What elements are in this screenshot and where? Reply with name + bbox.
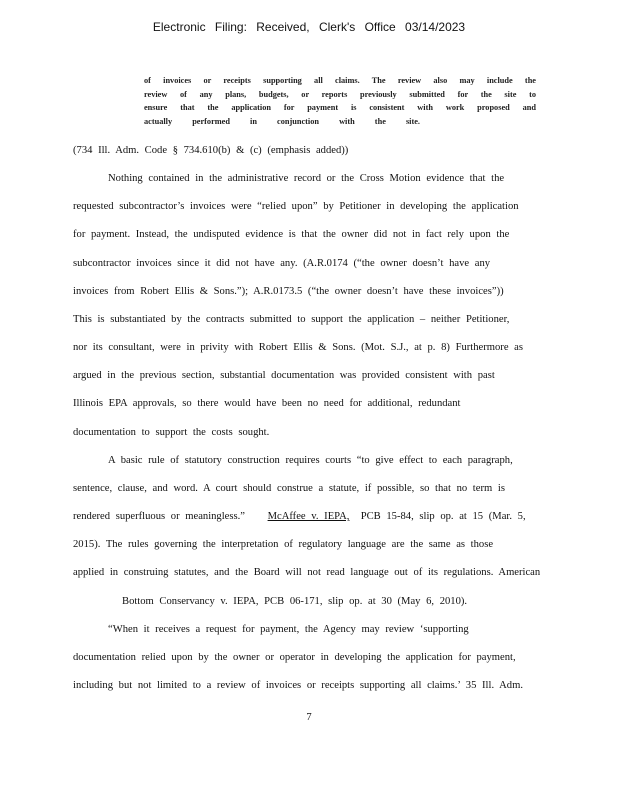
quote-end-text: rendered superfluous or meaningless.” xyxy=(73,511,245,522)
paragraph-line: documentation to support the costs sought. xyxy=(73,427,270,438)
filing-header: Electronic Filing: Received, Clerk's Office 03/14/2023 xyxy=(152,20,466,34)
paragraph-line: “When it receives a request for payment, the Agency may review ‘supporting xyxy=(108,624,469,635)
paragraph-line: subcontractor invoices since it did not have any. (A.R.0174 (“the owner doesn’t have any xyxy=(73,258,491,269)
paragraph-line: A basic rule of statutory construction requires courts “to give effect to each paragraph, xyxy=(108,455,513,466)
block-quote xyxy=(144,74,536,128)
block-quote-line: review of any plans, budgets, or reports previously submitted for the site to xyxy=(144,89,536,99)
paragraph-line: Nothing contained in the administrative record or the Cross Motion evidence that the xyxy=(108,173,505,184)
case-citation: McAffee v. IEPA, xyxy=(267,511,350,522)
paragraph-line: including but not limited to a review of invoices or receipts supporting all claims.’ 35 Ill. Adm. xyxy=(73,680,523,691)
paragraph-line: sentence, clause, and word. A court should construe a statute, if possible, so that no term is xyxy=(73,483,505,494)
paragraph-line: Illinois EPA approvals, so there would have been no need for additional, redundant xyxy=(73,398,461,409)
paragraph-line: 2015). The rules governing the interpretation of regulatory language are the same as those xyxy=(73,539,494,550)
paragraph-line: requested subcontractor’s invoices were “relied upon” by Petitioner in developing the application xyxy=(73,201,519,212)
case-citation-detail: PCB 15-84, slip op. at 15 (Mar. 5, xyxy=(360,511,526,522)
citation-line: (734 Ill. Adm. Code § 734.610(b) & (c) (emphasis added)) xyxy=(73,145,349,156)
page-number: 7 xyxy=(306,712,312,723)
paragraph-line: for payment. Instead, the undisputed evidence is that the owner did not in fact rely upon the xyxy=(73,229,510,240)
paragraph-line: applied in construing statutes, and the Board will not read language out of its regulations. American xyxy=(73,567,541,578)
paragraph-line: Bottom Conservancy v. IEPA, PCB 06-171, slip op. at 30 (May 6, 2010). xyxy=(122,596,468,607)
paragraph-line: nor its consultant, were in privity with Robert Ellis & Sons. (Mot. S.J., at p. 8) Furthermore as xyxy=(73,342,523,353)
paragraph-line xyxy=(73,511,545,522)
paragraph-line: This is substantiated by the contracts submitted to support the application – neither Petitioner, xyxy=(73,314,510,325)
block-quote-line: ensure that the application for payment is consistent with work proposed and xyxy=(144,103,536,112)
paragraph-line: invoices from Robert Ellis & Sons.”); A.R.0173.5 (“the owner doesn’t have these invoices”)) xyxy=(73,286,504,297)
block-quote-line: actually performed in conjunction with the site. xyxy=(144,116,420,126)
paragraph-line: argued in the previous section, substantial documentation was provided consistent with past xyxy=(73,370,495,381)
paragraph-line: documentation relied upon by the owner or operator in developing the application for payment, xyxy=(73,652,516,663)
block-quote-line: of invoices or receipts supporting all claims. The review also may include the xyxy=(144,76,536,85)
